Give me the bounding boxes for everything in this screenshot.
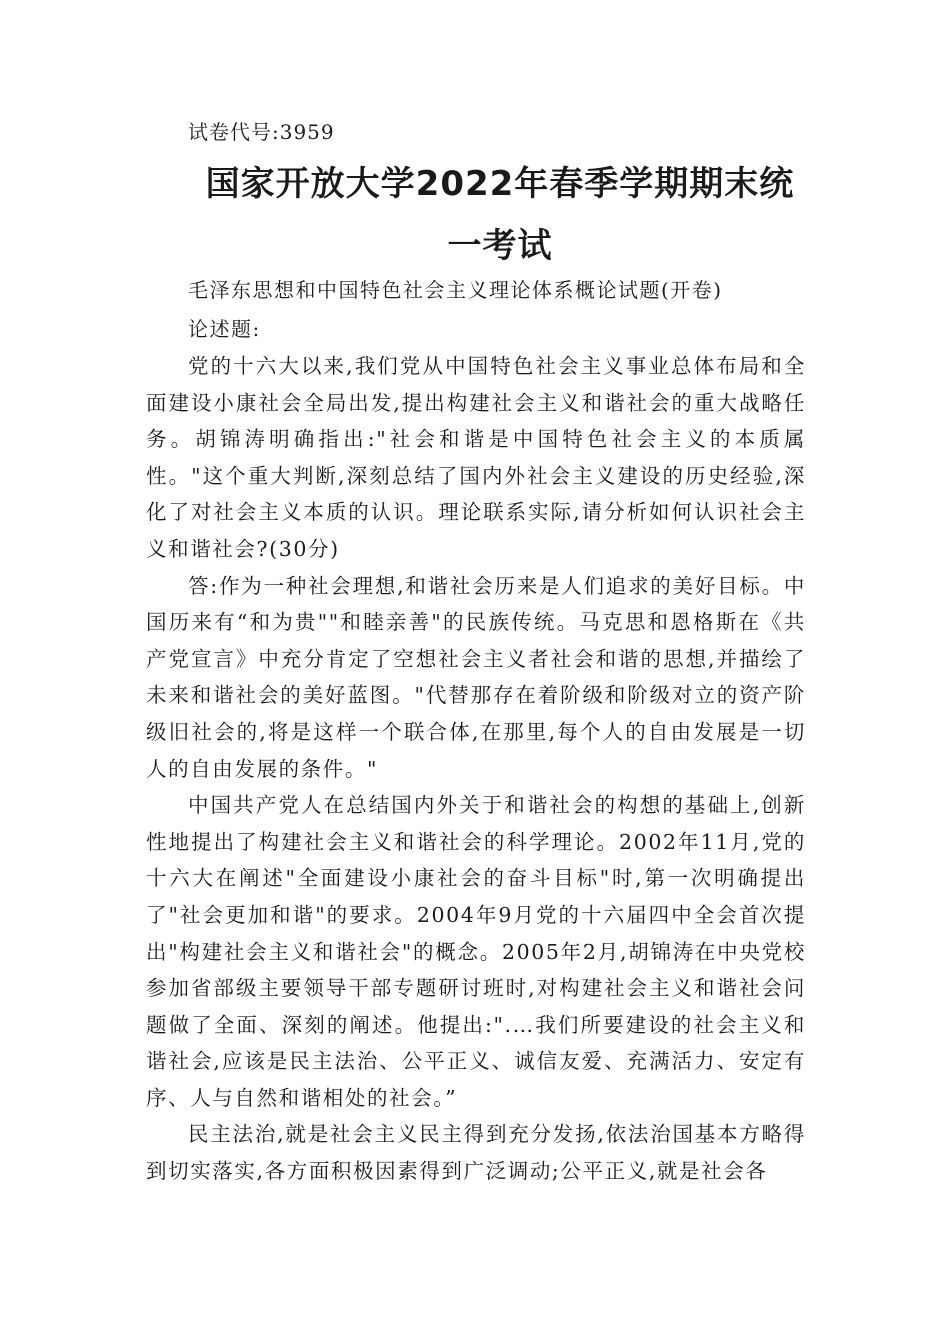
exam-code: 试卷代号:3959 (188, 120, 335, 144)
answer-paragraph-3: 民主法治,就是社会主义民主得到充分发扬,依法治国基本方略得到切实落实,各方面积极因素得到广泛调动;公平正义,就是社会各 (146, 1122, 806, 1184)
exam-title-line2: 一考试 (447, 226, 553, 266)
document-body (146, 348, 806, 1190)
answer-paragraph-2: 中国共产党人在总结国内外关于和谐社会的构想的基础上,创新性地提出了构建社会主义和谐社会的科学理论。2002年11月,党的十六大在阐述"全面建设小康社会的奋斗目标"时,第一次明确提出了"社会更加和谐"的要求。2004年9月党的十六届四中全会首次提出"构建社会主义和谐社会"的概念。2005年2月,胡锦涛在中央党校参加省部级主要领导干部专题研讨班时,对构建社会主义和谐社会问题做了全面、深刻的阐述。他提出:".…我们所要建设的社会主义和谐社会,应该是民主法治、公平正义、诚信友爱、充满活力、安定有序、人与自然和谐相处的社会。” (146, 793, 806, 1110)
exam-title-line1: 国家开放大学2022年春季学期期末统 (205, 164, 795, 204)
answer-paragraph-1: 答:作为一种社会理想,和谐社会历来是人们追求的美好目标。中国历来有“和为贵""和睦亲善"的民族传统。马克思和恩格斯在《共产党宣言》中充分肯定了空想社会主义者社会和谐的思想,并描绘了未来和谐社会的美好蓝图。"代替那存在着阶级和阶级对立的资产阶级旧社会的,将是这样一个联合体,在那里,每个人的自由发展是一切人的自由发展的条件。" (146, 573, 806, 781)
question-type-label: 论述题: (188, 317, 261, 341)
question-paragraph: 党的十六大以来,我们党从中国特色社会主义事业总体布局和全面建设小康社会全局出发,提出构建社会主义和谐社会的重大战略任务。胡锦涛明确指出:"社会和谐是中国特色社会主义的本质属性。"这个重大判断,深刻总结了国内外社会主义建设的历史经验,深化了对社会主义本质的认识。理论联系实际,请分析如何认识社会主义和谐社会?(30分) (146, 354, 806, 561)
exam-subject: 毛泽东思想和中国特色社会主义理论体系概论试题(开卷) (188, 278, 723, 302)
